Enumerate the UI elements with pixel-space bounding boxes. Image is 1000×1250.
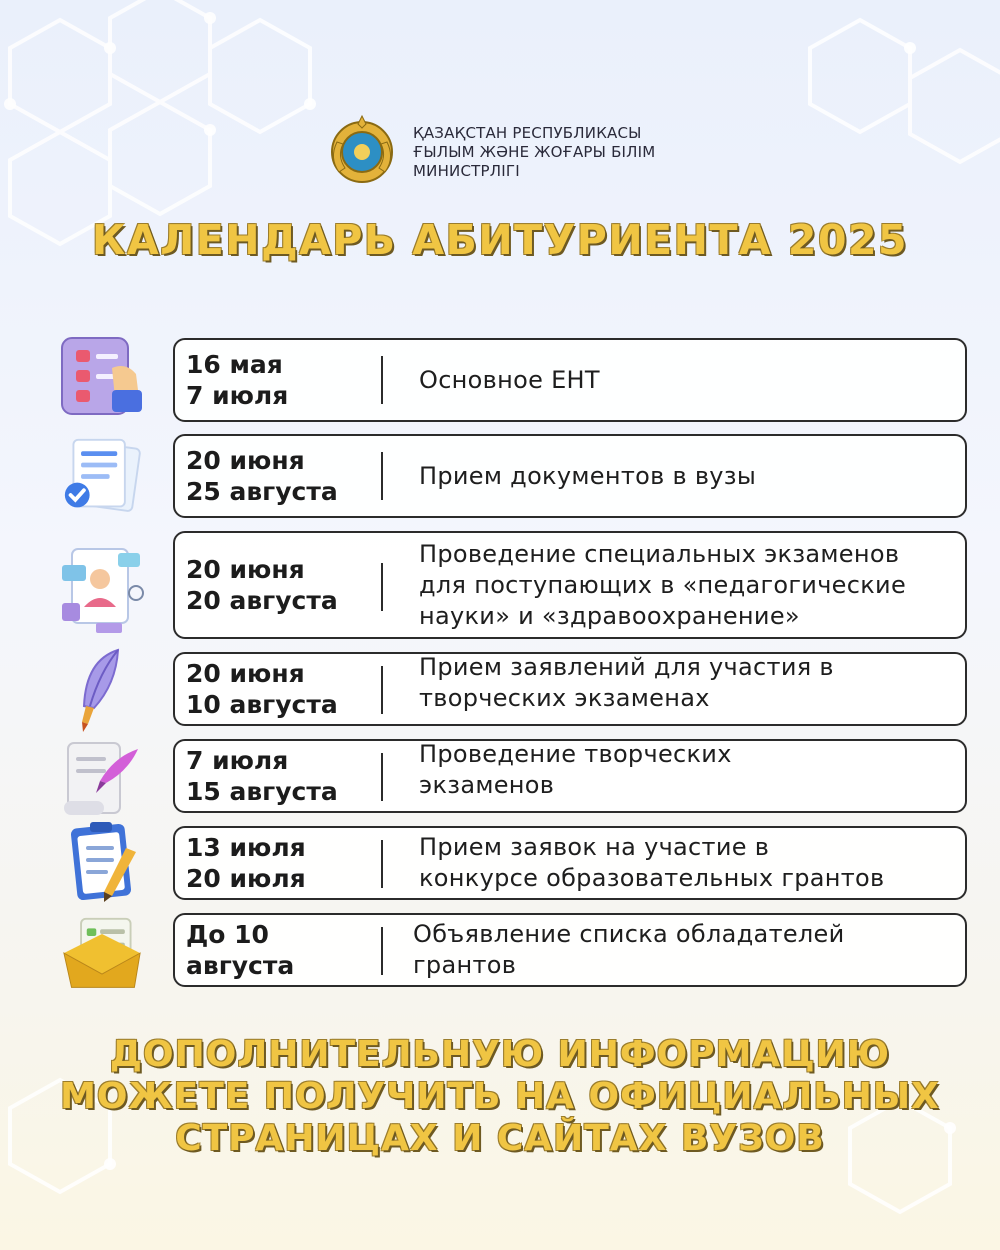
kazakhstan-emblem-icon	[325, 112, 399, 186]
event-start-date: 20 июня	[186, 555, 305, 584]
page-title: КАЛЕНДАРЬ АБИТУРИЕНТА 2025	[91, 216, 909, 264]
event-description-line: Проведение творческих	[419, 740, 732, 768]
event-description-line: Прием документов в вузы	[419, 461, 757, 490]
footer-line-3: СТРАНИЦАХ И САЙТАХ ВУЗОВ	[175, 1118, 825, 1159]
event-description-line: творческих экзаменах	[419, 684, 710, 712]
event-dates	[186, 436, 338, 516]
divider	[381, 356, 383, 404]
event-box	[173, 652, 967, 726]
event-dates	[186, 533, 338, 637]
event-start-date: 20 июня	[186, 659, 305, 688]
calendar-row	[0, 531, 1000, 639]
clipboard-pen-icon	[56, 818, 148, 902]
event-start-date: 13 июля	[186, 833, 306, 862]
event-box	[173, 739, 967, 813]
event-end-date: августа	[186, 951, 295, 980]
event-description-line: Проведение специальных экзаменов	[419, 539, 900, 568]
event-end-date: 7 июля	[186, 381, 289, 410]
divider	[381, 563, 383, 611]
event-end-date: 10 августа	[186, 690, 338, 719]
divider	[381, 840, 383, 888]
event-description-line: Прием заявок на участие в	[419, 833, 770, 861]
event-dates	[186, 654, 338, 724]
event-box	[173, 913, 967, 987]
event-description-line: науки» и «здравоохранение»	[419, 601, 800, 630]
event-end-date: 20 июля	[186, 864, 306, 893]
event-start-date: 20 июня	[186, 446, 305, 475]
divider	[381, 753, 383, 801]
event-description	[419, 828, 959, 898]
event-dates	[186, 741, 338, 811]
calendar-row	[0, 913, 1000, 987]
event-description	[419, 652, 959, 724]
divider	[381, 452, 383, 500]
event-description-line: Объявление списка обладателей	[413, 920, 845, 948]
calendar-row	[0, 434, 1000, 518]
event-description	[419, 533, 963, 637]
calendar-row	[0, 739, 1000, 813]
calendar-row	[0, 826, 1000, 900]
event-description-line: грантов	[413, 951, 517, 979]
event-description	[419, 436, 959, 516]
ministry-name-line-3: МИНИСТРЛІГІ	[413, 162, 520, 180]
event-dates	[186, 340, 288, 420]
quill-icon	[56, 648, 148, 732]
scroll-quill-icon	[56, 735, 148, 819]
event-start-date: До 10	[186, 920, 269, 949]
event-end-date: 20 августа	[186, 586, 338, 615]
event-description-line: Прием заявлений для участия в	[419, 653, 834, 681]
divider	[381, 666, 383, 714]
event-box	[173, 531, 967, 639]
event-dates	[186, 828, 306, 898]
event-description-line: конкурсе образовательных грантов	[419, 864, 885, 892]
event-start-date: 7 июля	[186, 746, 289, 775]
event-box	[173, 434, 967, 518]
event-description-line: Основное ЕНТ	[419, 365, 600, 394]
footer-note	[0, 1034, 1000, 1160]
event-end-date: 25 августа	[186, 477, 338, 506]
event-box	[173, 338, 967, 422]
event-description	[419, 739, 959, 811]
calendar-row	[0, 338, 1000, 422]
footer-line-2: МОЖЕТЕ ПОЛУЧИТЬ НА ОФИЦИАЛЬНЫХ	[60, 1076, 940, 1117]
envelope-list-icon	[56, 915, 148, 995]
documents-icon	[56, 436, 148, 516]
divider	[381, 927, 383, 975]
ministry-name-line-1: ҚАЗАҚСТАН РЕСПУБЛИКАСЫ	[413, 124, 642, 142]
checklist-icon	[56, 334, 148, 418]
event-end-date: 15 августа	[186, 777, 338, 806]
event-start-date: 16 мая	[186, 350, 283, 379]
event-dates	[186, 915, 294, 985]
ministry-header	[325, 112, 685, 192]
medical-teacher-icon	[56, 539, 148, 639]
footer-line-1: ДОПОЛНИТЕЛЬНУЮ ИНФОРМАЦИЮ	[109, 1034, 891, 1075]
event-box	[173, 826, 967, 900]
calendar-row	[0, 652, 1000, 726]
event-description	[419, 340, 959, 420]
event-description-line: экзаменов	[419, 771, 555, 799]
event-description	[413, 915, 959, 985]
event-description-line: для поступающих в «педагогические	[419, 570, 907, 599]
ministry-name-line-2: ҒЫЛЫМ ЖӘНЕ ЖОҒАРЫ БІЛІМ	[413, 143, 656, 161]
